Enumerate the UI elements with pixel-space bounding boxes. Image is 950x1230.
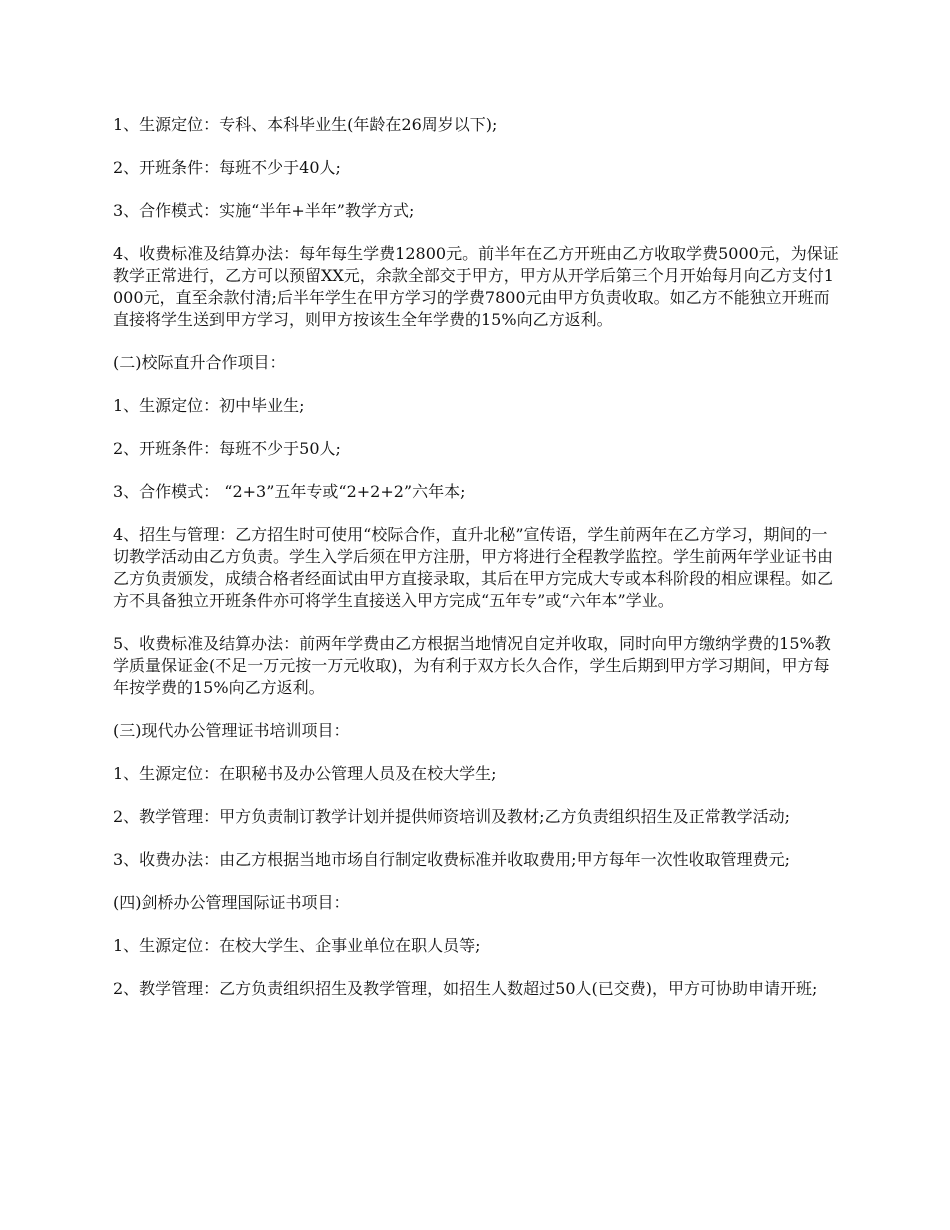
paragraph-direct-class-condition: 2、开班条件：每班不少于50人; bbox=[113, 439, 341, 458]
paragraph-direct-fees: 5、收费标准及结算办法：前两年学费由乙方根据当地情况自定并收取，同时向甲方缴纳学费的15%教学质量保证金(不足一万元按一万元收取)，为有利于双方长久合作，学生后期到甲方学习期间，甲方每年按学费的15%向乙方返利。 bbox=[113, 634, 831, 697]
section-heading-office-certificate: (三)现代办公管理证书培训项目： bbox=[113, 721, 350, 740]
document-page bbox=[113, 114, 840, 1021]
paragraph-office-source: 1、生源定位：在职秘书及办公管理人员及在校大学生; bbox=[113, 764, 497, 783]
paragraph-cambridge-teaching-management: 2、教学管理：乙方负责组织招生及教学管理，如招生人数超过50人(已交费)，甲方可协助申请开班; bbox=[113, 979, 818, 998]
paragraph-direct-enrollment-management: 4、招生与管理：乙方招生时可使用“校际合作，直升北秘”宣传语，学生前两年在乙方学习，期间的一切教学活动由乙方负责。学生入学后须在甲方注册，甲方将进行全程教学监控。学生前两年学业证书由乙方负责颁发，成绩合格者经面试由甲方直接录取，其后在甲方完成大专或本科阶段的相应课程。如乙方不具备独立开班条件亦可将学生直接送入甲方完成“五年专”或“六年本”学业。 bbox=[113, 525, 834, 610]
paragraph-direct-cooperation-mode: 3、合作模式： “2+3”五年专或“2+2+2”六年本; bbox=[113, 482, 466, 501]
paragraph-office-teaching-management: 2、教学管理：甲方负责制订教学计划并提供师资培训及教材;乙方负责组织招生及正常教学活动; bbox=[113, 807, 790, 826]
section-heading-direct-promotion: (二)校际直升合作项目： bbox=[113, 353, 286, 372]
paragraph-cambridge-source: 1、生源定位：在校大学生、企事业单位在职人员等; bbox=[113, 936, 481, 955]
paragraph-undergrad-fees: 4、收费标准及结算办法：每年每生学费12800元。前半年在乙方开班由乙方收取学费5000元，为保证教学正常进行，乙方可以预留XX元，余款全部交于甲方，甲方从开学后第三个月开始每月向乙方支付1000元，直至余款付清;后半年学生在甲方学习的学费7800元由甲方负责收取。如乙方不能独立开班而直接将学生送到甲方学习，则甲方按该生全年学费的15%向乙方返利。 bbox=[113, 244, 839, 329]
paragraph-undergrad-class-condition: 2、开班条件：每班不少于40人; bbox=[113, 158, 341, 177]
paragraph-undergrad-source: 1、生源定位：专科、本科毕业生(年龄在26周岁以下); bbox=[113, 115, 498, 134]
section-heading-cambridge-certificate: (四)剑桥办公管理国际证书项目： bbox=[113, 893, 350, 912]
paragraph-undergrad-cooperation-mode: 3、合作模式：实施“半年+半年”教学方式; bbox=[113, 201, 415, 220]
paragraph-direct-source: 1、生源定位：初中毕业生; bbox=[113, 396, 305, 415]
paragraph-office-fees: 3、收费办法：由乙方根据当地市场自行制定收费标准并收取费用;甲方每年一次性收取管理费元; bbox=[113, 850, 790, 869]
